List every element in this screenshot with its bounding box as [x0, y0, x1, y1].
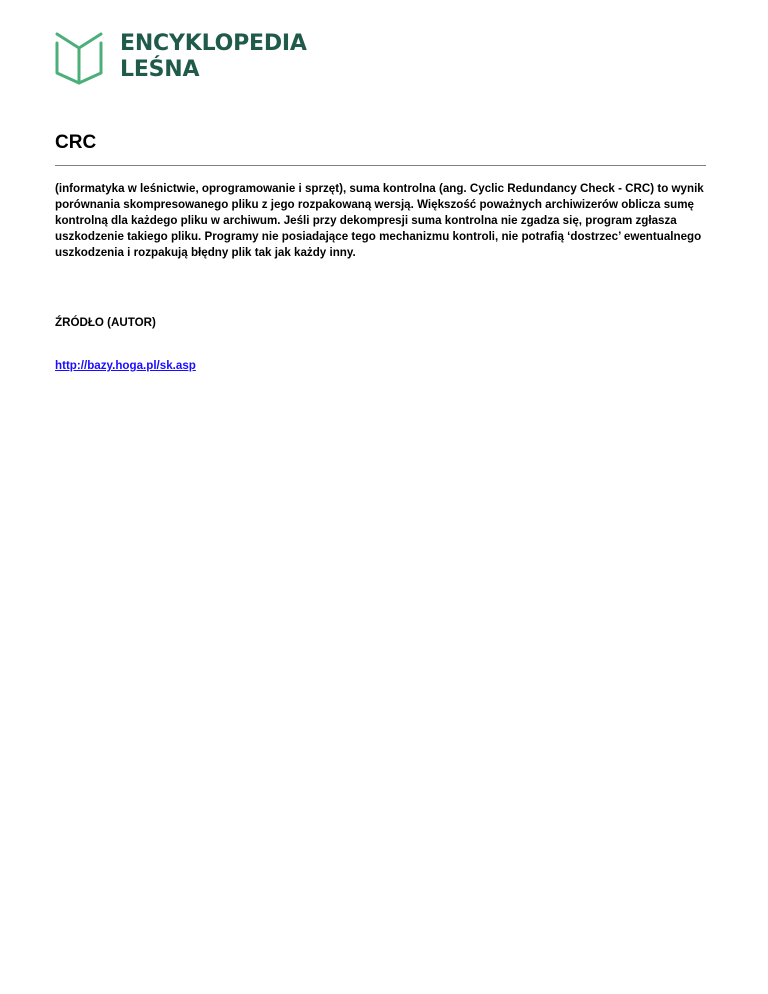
definition-text: (informatyka w leśnictwie, oprogramowanie i sprzęt), suma kontrolna (ang. Cyclic Redundancy Check - CRC) to wynik porównania skompresowanego pliku z jego rozpakowaną wersją. Większość poważnych archiwizerów oblicza sumę kontrolną dla każdego pliku w archiwum. Jeśli przy dekompresji suma kontrolna nie zgadza się, program zgłasza uszkodzenie takiego pliku. Programy nie posiadające tego mechanizmu kontroli, nie potrafią ‘dostrzec’ ewentualnego uszkodzenia i rozpakują błędny plik tak jak każdy inny.: [55, 182, 704, 259]
site-logo[interactable]: [54, 31, 307, 85]
logo-wordmark: [120, 31, 307, 83]
logo-line-1: ENCYKLOPEDIA: [120, 31, 307, 56]
page-title: CRC: [55, 132, 97, 153]
source-link[interactable]: http://bazy.hoga.pl/sk.asp: [55, 359, 196, 372]
source-label: ŹRÓDŁO (AUTOR): [55, 316, 156, 329]
logo-line-2: LEŚNA: [120, 57, 200, 82]
title-divider: [55, 165, 706, 166]
open-book-icon: [54, 31, 104, 85]
